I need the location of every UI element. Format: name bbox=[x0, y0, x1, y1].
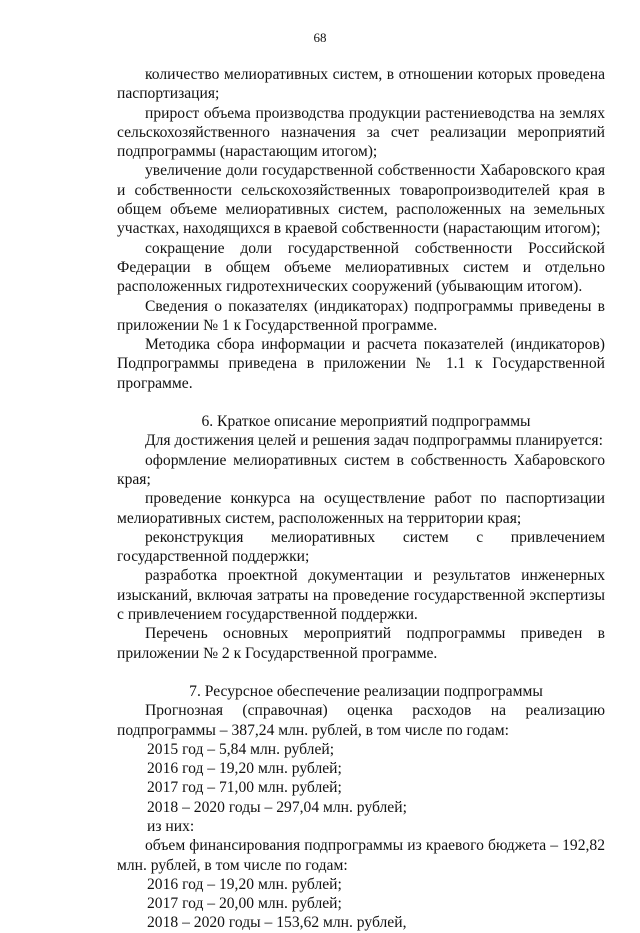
paragraph: проведение конкурса на осуществление работ по паспортизации мелиоративных систем, расположенных на территории края; bbox=[117, 490, 605, 527]
year-line: 2015 год – 5,84 млн. рублей; bbox=[147, 740, 335, 758]
year-line: 2017 год – 20,00 млн. рублей; bbox=[147, 895, 342, 913]
paragraph: Для достижения целей и решения задач подпрограммы планируется: bbox=[145, 432, 603, 450]
year-line: 2016 год – 19,20 млн. рублей; bbox=[147, 760, 342, 778]
paragraph: увеличение доли государственной собственности Хабаровского края и собственности сельскохозяйственных товаропроизводителей края в общем объеме мелиоративных систем, расположенных на земельных участках, находящихся в краевой собственности (нарастающим итогом); bbox=[117, 162, 605, 238]
paragraph: из них: bbox=[147, 817, 195, 835]
paragraph: Перечень основных мероприятий подпрограммы приведен в приложении № 2 к Государственной программе. bbox=[117, 625, 605, 662]
year-line: 2016 год – 19,20 млн. рублей; bbox=[147, 875, 342, 893]
spacer bbox=[117, 663, 605, 682]
year-line: 2017 год – 71,00 млн. рублей; bbox=[147, 779, 342, 797]
section-6-heading: 6. Краткое описание мероприятий подпрограммы bbox=[201, 413, 531, 431]
paragraph: сокращение доли государственной собственности Российской Федерации в общем объеме мелиоративных систем и отдельно расположенных гидротехнических сооружений (убывающим итогом). bbox=[117, 239, 605, 296]
year-line: 2018 – 2020 годы – 297,04 млн. рублей; bbox=[147, 798, 407, 816]
year-line: 2018 – 2020 годы – 153,62 млн. рублей, bbox=[147, 914, 407, 932]
paragraph: реконструкция мелиоративных систем с привлечением государственной поддержки; bbox=[117, 528, 605, 566]
paragraph: оформление мелиоративных систем в собственность Хабаровского края; bbox=[117, 451, 605, 488]
paragraph: разработка проектной документации и результатов инженерных изысканий, включая затраты на проведение государственной экспертизы с привлечением государственной поддержки. bbox=[117, 567, 605, 624]
paragraph: Прогнозная (справочная) оценка расходов на реализацию подпрограммы – 387,24 млн. рублей, в том числе по годам: bbox=[117, 702, 605, 739]
paragraph: Методика сбора информации и расчета показателей (индикаторов) Подпрограммы приведена в приложении № 1.1 к Государственной программе. bbox=[117, 336, 605, 392]
paragraph: прирост объема производства продукции растениеводства на землях сельскохозяйственного назначения за счет реализации мероприятий подпрограммы (нарастающим итогом); bbox=[117, 104, 605, 161]
paragraph: количество мелиоративных систем, в отношении которых проведена паспортизация; bbox=[117, 66, 605, 103]
paragraph: Сведения о показателях (индикаторах) подпрограммы приведены в приложении № 1 к Государственной программе. bbox=[117, 297, 605, 334]
section-7-heading: 7. Ресурсное обеспечение реализации подпрограммы bbox=[189, 682, 543, 700]
document-body bbox=[117, 65, 605, 933]
spacer bbox=[117, 393, 605, 412]
paragraph: объем финансирования подпрограммы из краевого бюджета – 192,82 млн. рублей, в том числе по годам: bbox=[117, 837, 605, 874]
page-number: 68 bbox=[313, 30, 327, 45]
